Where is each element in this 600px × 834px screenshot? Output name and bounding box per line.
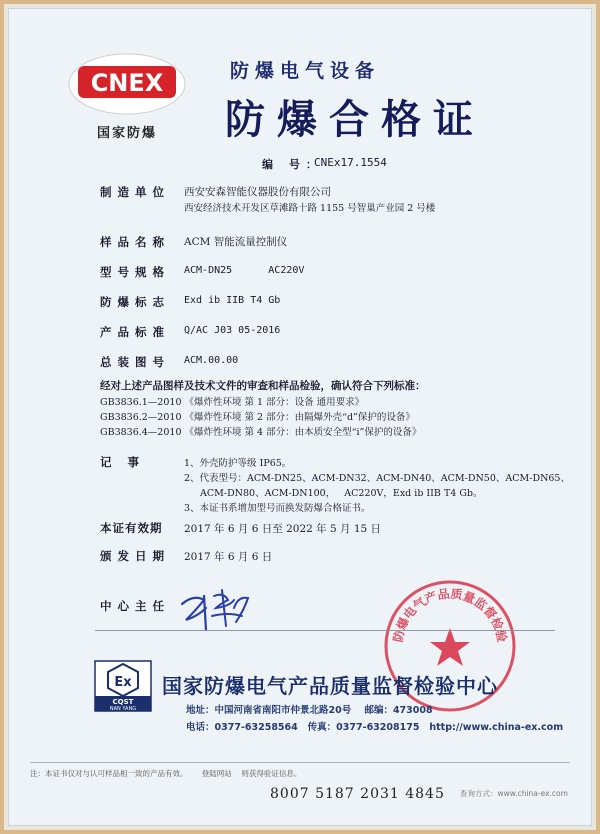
- footer-divider: [30, 762, 570, 763]
- model-value: ACM-DN25 AC220V: [184, 265, 305, 276]
- serial-number: 8007 5187 2031 4845: [270, 786, 445, 802]
- organization-address: 地址：中国河南省南阳市仲景北路20号 邮编：473008: [186, 705, 433, 716]
- cqst-logo: [94, 660, 152, 712]
- cnex-logo: [62, 44, 192, 140]
- certificate-subtitle: 防爆电气设备: [230, 60, 381, 82]
- seal-text: 防爆电气产品质量监督检验: [390, 586, 510, 644]
- validity-label: 本证有效期: [100, 521, 163, 535]
- cert-number-value: CNEx17.1554: [314, 156, 387, 169]
- cert-number-label: 编 号：: [262, 158, 323, 171]
- declaration-text: 经对上述产品图样及技术文件的审查和样品检验，确认符合下列标准：: [100, 380, 426, 392]
- note-item: 3、本证书系增加型号而换发防爆合格证书。: [184, 503, 371, 514]
- divider: [95, 630, 555, 631]
- logo-badge-text: CNEX: [90, 69, 164, 97]
- drawing-no-label: 总装图号: [100, 355, 170, 369]
- query-label: 查询方式：www.china-ex.com: [460, 789, 568, 798]
- issue-date-value: 2017 年 6 月 6 日: [184, 551, 273, 563]
- manufacturer-label: 制造单位: [100, 185, 170, 199]
- logo-caption: 国家防爆: [96, 126, 157, 141]
- notes-label: 记 事: [100, 455, 146, 469]
- standard-item: GB3836.4—2010 《爆炸性环境 第 4 部分：由本质安全型“i”保护的设备》: [100, 427, 422, 438]
- standard-item: GB3836.2—2010 《爆炸性环境 第 2 部分：由隔爆外壳“d”保护的设备》: [100, 412, 415, 423]
- director-signature: [176, 586, 266, 634]
- note-item: 2、代表型号：ACM-DN25、ACM-DN32、ACM-DN40、ACM-DN50、ACM-DN65、: [184, 473, 570, 484]
- model-label: 型号规格: [100, 265, 170, 279]
- manufacturer-address: 西安经济技术开发区草滩路十路 1155 号智巢产业园 2 号楼: [184, 203, 436, 214]
- ex-icon: Ex: [114, 675, 132, 690]
- logo-abbr: CQST: [112, 698, 134, 706]
- note-item: 1、外壳防护等级 IP65。: [184, 458, 292, 469]
- cnex-badge-icon: [62, 44, 192, 122]
- signature-icon: [176, 586, 266, 634]
- logo-city: NAN YANG: [109, 706, 137, 712]
- standard-label: 产品标准: [100, 325, 170, 339]
- certificate-title: 防爆合格证: [225, 97, 485, 143]
- ex-marking-label: 防爆标志: [100, 295, 170, 309]
- note-item: ACM-DN80、ACM-DN100， AC220V，Exd ib IIB T4 Gb。: [200, 488, 483, 499]
- manufacturer-value: 西安安森智能仪器股份有限公司: [184, 186, 331, 198]
- standard-item: GB3836.1—2010 《爆炸性环境 第 1 部分：设备 通用要求》: [100, 397, 365, 408]
- issue-date-label: 颁发日期: [100, 549, 170, 563]
- standard-value: Q/AC J03 05-2016: [184, 325, 281, 336]
- organization-name: 国家防爆电气产品质量监督检验中心: [162, 674, 498, 698]
- ex-marking-value: Exd ib IIB T4 Gb: [184, 295, 281, 306]
- drawing-no-value: ACM.00.00: [184, 355, 239, 366]
- director-label: 中心主任: [100, 599, 170, 613]
- product-name-value: ACM 智能流量控制仪: [184, 236, 288, 248]
- validity-value: 2017 年 6 月 6 日至 2022 年 5 月 15 日: [184, 523, 382, 535]
- product-name-label: 样品名称: [100, 235, 170, 249]
- footer-note: 注：本证书仅对与认可样品相一致的产品有效。 登陆网站 则获得验证信息。: [30, 769, 302, 778]
- organization-contact: 电话：0377-63258564 传真：0377-63208175 http://www.china-ex.com: [186, 722, 564, 733]
